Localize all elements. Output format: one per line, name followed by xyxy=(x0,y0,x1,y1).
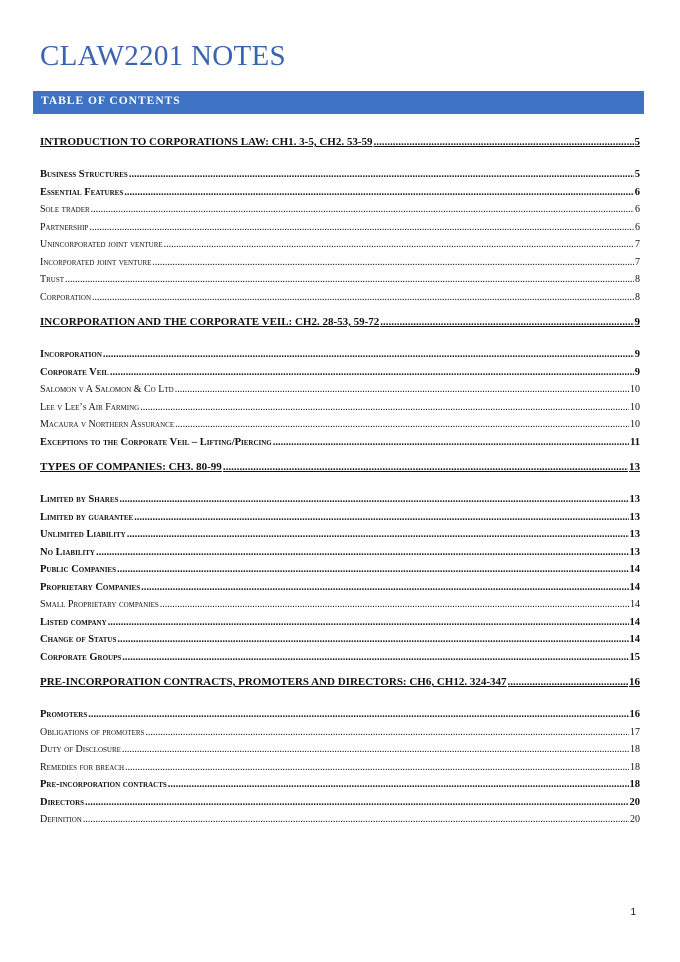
toc-entry-page: 10 xyxy=(630,419,640,430)
toc-entry-link[interactable] xyxy=(40,811,640,829)
toc-leader-dots xyxy=(141,579,628,597)
toc-leader-dots xyxy=(373,136,633,148)
toc-entry-label: Proprietary Companies xyxy=(40,581,141,593)
toc-entry-page: 14 xyxy=(629,581,640,593)
toc-heading: TABLE OF CONTENTS xyxy=(41,95,181,107)
toc-leader-dots xyxy=(127,526,629,544)
toc-leader-dots xyxy=(168,776,629,794)
toc-chapter-link[interactable] xyxy=(40,676,640,690)
toc-entry-link[interactable] xyxy=(40,236,640,254)
toc-entry-page: 15 xyxy=(629,651,640,663)
toc-entry-label: Exceptions to the Corporate Veil – Lifting/Piercing xyxy=(40,436,272,448)
toc-chapter-link[interactable] xyxy=(40,316,640,330)
toc-entry-link[interactable] xyxy=(40,381,640,399)
toc-chapter-page: 16 xyxy=(629,676,640,688)
toc-chapter-page: 13 xyxy=(629,461,640,473)
toc-entry-link[interactable] xyxy=(40,364,640,382)
toc-entry-page: 18 xyxy=(629,779,640,790)
toc-leader-dots xyxy=(380,316,633,328)
toc-entry-link[interactable] xyxy=(40,724,640,742)
toc-entry-page: 14 xyxy=(630,599,640,610)
toc-leader-dots xyxy=(103,346,634,364)
toc-leader-dots xyxy=(125,759,629,777)
toc-entry-page: 10 xyxy=(630,384,640,395)
toc-chapter-link[interactable] xyxy=(40,136,640,150)
toc-entry-link[interactable] xyxy=(40,346,640,364)
toc-entry-label: Incorporated joint venture xyxy=(40,256,152,268)
toc-leader-dots xyxy=(129,166,634,184)
toc-leader-dots xyxy=(273,434,629,452)
toc-entry-label: Unincorporated joint venture xyxy=(40,239,163,250)
toc-leader-dots xyxy=(89,219,634,237)
toc-leader-dots xyxy=(175,416,629,434)
toc-leader-dots xyxy=(96,544,629,562)
toc-entry-link[interactable] xyxy=(40,416,640,434)
toc-entry-page: 11 xyxy=(630,436,640,448)
toc-leader-dots xyxy=(91,201,634,219)
toc-entry-link[interactable] xyxy=(40,184,640,202)
toc-entry-page: 18 xyxy=(630,761,640,773)
toc-entry-link[interactable] xyxy=(40,649,640,667)
toc-leader-dots xyxy=(508,676,628,688)
toc-leader-dots xyxy=(83,811,629,829)
toc-entry-label: Definition xyxy=(40,814,82,825)
toc-leader-dots xyxy=(175,381,629,399)
toc-entry-link[interactable] xyxy=(40,776,640,794)
toc-entry-page: 13 xyxy=(629,494,640,505)
toc-leader-dots xyxy=(164,236,634,254)
toc-entry-page: 9 xyxy=(634,366,640,378)
toc-leader-dots xyxy=(145,724,629,742)
toc-chapter-link[interactable] xyxy=(40,461,640,475)
toc-entry-page: 10 xyxy=(630,401,640,413)
toc-entry-page: 18 xyxy=(630,744,640,755)
toc-entry-link[interactable] xyxy=(40,434,640,452)
toc-leader-dots xyxy=(223,461,628,473)
toc-chapter-title: PRE-INCORPORATION CONTRACTS, PROMOTERS AND DIRECTORS: CH6, CH12. 324-347 xyxy=(40,676,507,688)
toc-entry-label: Business Structures xyxy=(40,169,128,180)
toc-entry-label: Salomon v A Salomon & Co Ltd xyxy=(40,384,174,395)
toc-entry-link[interactable] xyxy=(40,271,640,289)
toc-entry-label: Corporate Veil xyxy=(40,366,109,378)
toc-entry-label: Limited by Shares xyxy=(40,494,119,505)
toc-entry-label: Limited by guarantee xyxy=(40,511,134,523)
toc-chapter-title: INTRODUCTION TO CORPORATIONS LAW: CH1. 3-5, CH2. 53-59 xyxy=(40,136,373,148)
toc-leader-dots xyxy=(119,491,628,509)
toc-entry-link[interactable] xyxy=(40,509,640,527)
toc-entry-label: Unlimited Liability xyxy=(40,529,126,540)
toc-entry-page: 6 xyxy=(634,186,640,198)
toc-leader-dots xyxy=(108,614,629,632)
toc-leader-dots xyxy=(152,254,634,272)
toc-entry-page: 17 xyxy=(630,726,640,738)
toc-entry-label: Lee v Lee’s Air Farming xyxy=(40,401,140,413)
toc-leader-dots xyxy=(160,596,629,614)
toc-leader-dots xyxy=(124,184,634,202)
toc-entry-page: 7 xyxy=(635,239,640,250)
toc-entry-page: 8 xyxy=(635,291,640,303)
toc-entry-link[interactable] xyxy=(40,631,640,649)
toc-chapter-title: INCORPORATION AND THE CORPORATE VEIL: CH2. 28-53, 59-72 xyxy=(40,316,380,328)
toc-entry-label: Small Proprietary companies xyxy=(40,599,159,610)
toc-entry-label: Trust xyxy=(40,274,65,285)
toc-entry-page: 7 xyxy=(635,256,640,268)
toc-heading-bar xyxy=(33,91,644,114)
toc-entry-page: 14 xyxy=(629,634,640,645)
toc-entry-link[interactable] xyxy=(40,166,640,184)
table-of-contents xyxy=(40,126,640,829)
toc-leader-dots xyxy=(85,794,628,812)
toc-entry-link[interactable] xyxy=(40,614,640,632)
toc-entry-link[interactable] xyxy=(40,596,640,614)
page-title: CLAW2201 NOTES xyxy=(40,40,286,72)
toc-entry-page: 20 xyxy=(629,796,640,808)
toc-entry-link[interactable] xyxy=(40,201,640,219)
toc-entry-label: Macaura v Northern Assurance xyxy=(40,419,175,430)
toc-chapter-page: 5 xyxy=(634,136,640,148)
toc-leader-dots xyxy=(117,561,629,579)
toc-entry-page: 8 xyxy=(635,274,640,285)
toc-entry-link[interactable] xyxy=(40,759,640,777)
toc-entry-label: Sole trader xyxy=(40,204,90,215)
toc-entry-link[interactable] xyxy=(40,561,640,579)
toc-entry-link[interactable] xyxy=(40,706,640,724)
toc-leader-dots xyxy=(134,509,628,527)
toc-entry-link[interactable] xyxy=(40,741,640,759)
toc-entry-page: 20 xyxy=(630,814,640,825)
toc-entry-label: Change of Status xyxy=(40,634,117,645)
toc-entry-page: 13 xyxy=(629,529,640,540)
toc-entry-link[interactable] xyxy=(40,491,640,509)
toc-entry-link[interactable] xyxy=(40,794,640,812)
toc-entry-label: Corporate Groups xyxy=(40,651,122,663)
toc-entry-link[interactable] xyxy=(40,219,640,237)
toc-leader-dots xyxy=(65,271,634,289)
toc-entry-page: 16 xyxy=(629,709,640,720)
toc-entry-label: Corporation xyxy=(40,291,92,303)
toc-entry-page: 6 xyxy=(635,204,640,215)
toc-entry-label: Directors xyxy=(40,796,85,808)
toc-entry-label: Incorporation xyxy=(40,349,102,360)
toc-entry-label: Pre-incorporation contracts xyxy=(40,779,167,790)
toc-entry-page: 13 xyxy=(629,511,640,523)
toc-chapter-title: TYPES OF COMPANIES: CH3. 80-99 xyxy=(40,461,222,473)
toc-entry-link[interactable] xyxy=(40,289,640,307)
toc-leader-dots xyxy=(140,399,629,417)
toc-leader-dots xyxy=(117,631,628,649)
toc-entry-page: 5 xyxy=(634,169,640,180)
toc-entry-label: Promoters xyxy=(40,709,88,720)
toc-entry-link[interactable] xyxy=(40,399,640,417)
toc-entry-page: 14 xyxy=(629,564,640,575)
toc-entry-label: Partnership xyxy=(40,221,89,233)
toc-entry-link[interactable] xyxy=(40,579,640,597)
toc-entry-page: 13 xyxy=(629,546,640,558)
toc-entry-link[interactable] xyxy=(40,254,640,272)
toc-entry-label: Public Companies xyxy=(40,564,116,575)
toc-entry-link[interactable] xyxy=(40,526,640,544)
toc-entry-label: Duty of Disclosure xyxy=(40,744,121,755)
toc-entry-page: 6 xyxy=(635,221,640,233)
toc-entry-label: No Liability xyxy=(40,546,95,558)
toc-entry-label: Obligations of promoters xyxy=(40,726,145,738)
toc-entry-page: 14 xyxy=(629,616,640,628)
page-number: 1 xyxy=(630,907,636,918)
toc-leader-dots xyxy=(110,364,634,382)
toc-entry-label: Essential Features xyxy=(40,186,124,198)
toc-entry-label: Listed company xyxy=(40,616,107,628)
toc-leader-dots xyxy=(92,289,634,307)
toc-entry-page: 9 xyxy=(634,349,640,360)
toc-leader-dots xyxy=(88,706,628,724)
toc-chapter-page: 9 xyxy=(634,316,640,328)
toc-entry-label: Remedies for breach xyxy=(40,761,125,773)
toc-entry-link[interactable] xyxy=(40,544,640,562)
toc-leader-dots xyxy=(122,741,629,759)
toc-leader-dots xyxy=(122,649,628,667)
